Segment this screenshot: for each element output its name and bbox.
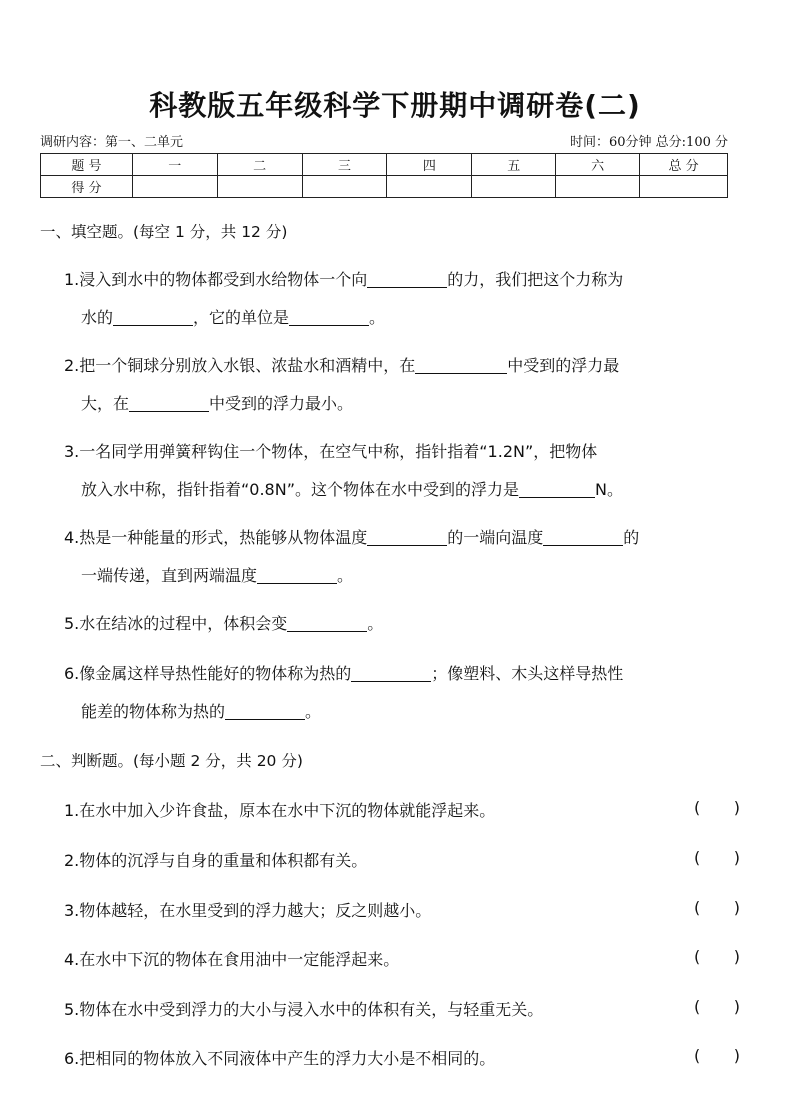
answer-blank[interactable] xyxy=(543,527,623,546)
question-text: ，它的单位是 xyxy=(193,308,290,327)
paren-close: ) xyxy=(733,848,740,867)
fill-question-2 xyxy=(64,347,754,423)
paren-open: ( xyxy=(694,848,701,867)
paren-close: ) xyxy=(733,997,740,1016)
exam-meta xyxy=(40,131,728,149)
score-header-cell: 六 xyxy=(556,154,640,176)
judge-question-1 xyxy=(64,798,754,820)
answer-blank[interactable] xyxy=(257,565,337,584)
question-text: 一名同学用弹簧秤钩住一个物体，在空气中称，指针指着“1.2N”，把物体 xyxy=(79,442,598,461)
judge-question-text: 2.物体的沉浮与自身的重量和体积都有关。 xyxy=(64,851,368,870)
exam-time-score: 时间：60分钟 总分:100 分 xyxy=(570,135,728,150)
question-text: 中受到的浮力最 xyxy=(507,356,620,375)
answer-blank[interactable] xyxy=(129,393,209,412)
judge-question-text: 1.在水中加入少许食盐，原本在水中下沉的物体就能浮起来。 xyxy=(64,801,496,820)
question-text: 。 xyxy=(369,308,386,327)
judge-question-text: 4.在水中下沉的物体在食用油中一定能浮起来。 xyxy=(64,950,400,969)
paren-open: ( xyxy=(694,898,701,917)
question-text: ；像塑料、木头这样导热性 xyxy=(431,664,624,683)
paren-open: ( xyxy=(694,798,701,817)
score-header-cell: 一 xyxy=(132,154,217,176)
answer-paren[interactable] xyxy=(694,798,740,817)
paren-open: ( xyxy=(694,1046,701,1065)
question-text: 。 xyxy=(337,566,354,585)
question-text: N。 xyxy=(595,480,623,499)
question-number: 5. xyxy=(64,614,80,633)
section1-heading: 一、填空题。(每空 1 分，共 12 分) xyxy=(40,223,288,241)
fill-question-6 xyxy=(64,655,754,731)
paren-open: ( xyxy=(694,947,701,966)
paren-open: ( xyxy=(694,997,701,1016)
question-number: 2. xyxy=(64,356,80,375)
paren-close: ) xyxy=(733,947,740,966)
answer-blank[interactable] xyxy=(367,527,447,546)
answer-paren[interactable] xyxy=(694,848,740,867)
question-text: 热是一种能量的形式，热能够从物体温度 xyxy=(79,528,368,547)
question-number: 1. xyxy=(64,270,80,289)
answer-paren[interactable] xyxy=(694,947,740,966)
question-text: 把一个铜球分别放入水银、浓盐水和酒精中，在 xyxy=(79,356,416,375)
answer-blank[interactable] xyxy=(289,307,369,326)
fill-question-3 xyxy=(64,433,754,509)
question-text: 能差的物体称为热的 xyxy=(81,702,226,721)
question-text: 。 xyxy=(367,614,384,633)
judge-question-2 xyxy=(64,848,754,870)
answer-paren[interactable] xyxy=(694,1046,740,1065)
question-text: 浸入到水中的物体都受到水给物体一个向 xyxy=(79,270,368,289)
answer-blank[interactable] xyxy=(287,613,367,632)
judge-question-5 xyxy=(64,997,754,1019)
judge-question-text: 6.把相同的物体放入不同液体中产生的浮力大小是不相同的。 xyxy=(64,1049,496,1068)
score-cell[interactable] xyxy=(132,176,217,198)
answer-blank[interactable] xyxy=(367,269,447,288)
score-cell[interactable] xyxy=(217,176,302,198)
paren-close: ) xyxy=(733,798,740,817)
judge-question-4 xyxy=(64,947,754,969)
score-table-header-row xyxy=(41,154,728,176)
fill-question-4 xyxy=(64,519,754,595)
question-text: 的 xyxy=(623,528,640,547)
answer-paren[interactable] xyxy=(694,997,740,1016)
judge-question-text: 5.物体在水中受到浮力的大小与浸入水中的体积有关，与轻重无关。 xyxy=(64,1000,544,1019)
score-header-cell: 五 xyxy=(472,154,556,176)
judge-question-3 xyxy=(64,898,754,920)
judge-question-text: 3.物体越轻，在水里受到的浮力越大；反之则越小。 xyxy=(64,901,432,920)
fill-question-5 xyxy=(64,605,754,643)
score-cell[interactable] xyxy=(302,176,387,198)
score-cell[interactable] xyxy=(387,176,472,198)
answer-blank[interactable] xyxy=(225,701,305,720)
page-title: 科教版五年级科学下册期中调研卷(二) xyxy=(149,89,641,122)
paren-close: ) xyxy=(733,1046,740,1065)
question-text: 水在结冰的过程中，体积会变 xyxy=(79,614,288,633)
question-text: 水的 xyxy=(81,308,114,327)
question-text: 中受到的浮力最小。 xyxy=(209,394,354,413)
question-text: 的一端向温度 xyxy=(447,528,544,547)
section2-heading: 二、判断题。(每小题 2 分，共 20 分) xyxy=(40,752,303,770)
fill-question-1 xyxy=(64,261,754,337)
question-number: 4. xyxy=(64,528,80,547)
score-header-cell: 二 xyxy=(217,154,302,176)
score-table-score-row xyxy=(41,176,728,198)
paren-close: ) xyxy=(733,898,740,917)
score-table xyxy=(40,153,728,198)
score-cell[interactable] xyxy=(640,176,728,198)
question-text: 的力，我们把这个力称为 xyxy=(447,270,624,289)
answer-blank[interactable] xyxy=(415,355,507,374)
score-cell[interactable] xyxy=(556,176,640,198)
exam-content: 调研内容：第一、二单元 xyxy=(40,135,184,150)
judge-question-6 xyxy=(64,1046,754,1068)
question-text: 像金属这样导热性能好的物体称为热的 xyxy=(79,664,352,683)
answer-blank[interactable] xyxy=(519,479,595,498)
answer-blank[interactable] xyxy=(351,663,431,682)
score-row-label: 得 分 xyxy=(41,176,133,198)
question-text: 大，在 xyxy=(81,394,130,413)
question-text: 一端传递，直到两端温度 xyxy=(81,566,258,585)
question-text: 放入水中称，指针指着“0.8N”。这个物体在水中受到的浮力是 xyxy=(81,480,519,499)
question-number: 6. xyxy=(64,664,80,683)
question-number: 3. xyxy=(64,442,80,461)
answer-blank[interactable] xyxy=(113,307,193,326)
score-cell[interactable] xyxy=(472,176,556,198)
answer-paren[interactable] xyxy=(694,898,740,917)
score-header-cell: 题 号 xyxy=(41,154,133,176)
score-header-cell: 总 分 xyxy=(640,154,728,176)
score-header-cell: 三 xyxy=(302,154,387,176)
score-header-cell: 四 xyxy=(387,154,472,176)
question-text: 。 xyxy=(305,702,322,721)
